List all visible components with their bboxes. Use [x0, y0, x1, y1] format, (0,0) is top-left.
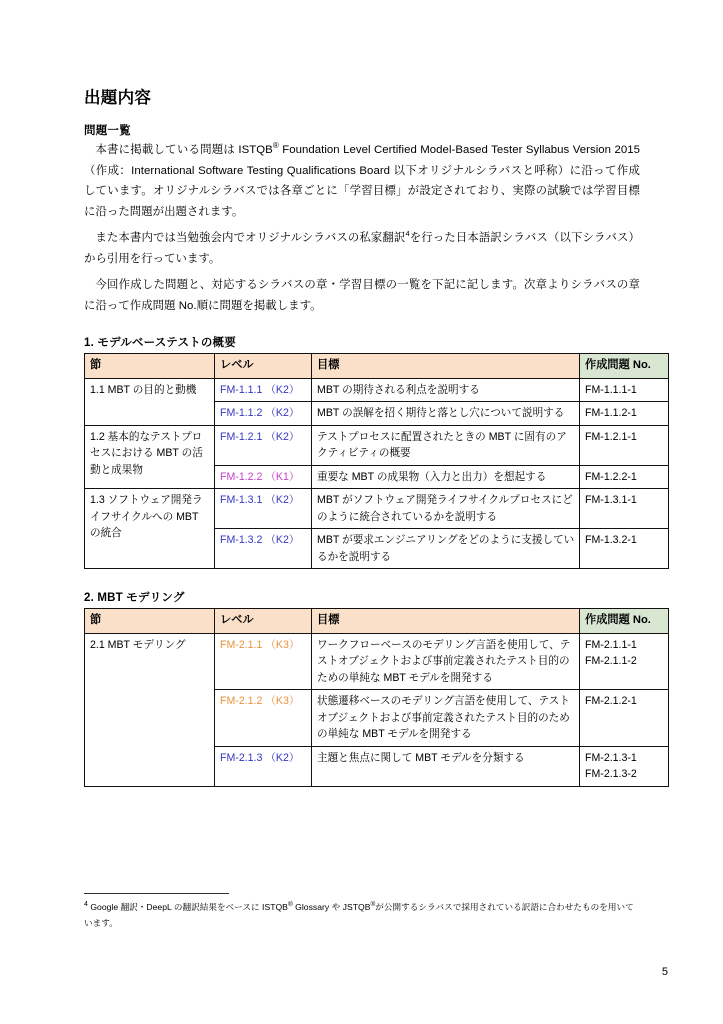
learning-objective-code: FM-1.2.1 （K2） [220, 430, 300, 443]
question-no: FM-2.1.3-1 [585, 751, 637, 764]
learning-objective-code: FM-2.1.3 （K2） [220, 751, 300, 764]
footnote [84, 893, 640, 931]
cell-level [215, 402, 312, 426]
table-block-1 [84, 334, 651, 569]
cell-goal: 重要な MBT の成果物（入力と出力）を想起する [312, 465, 580, 489]
schedule-table-1 [84, 353, 669, 569]
question-no: FM-1.1.2-1 [585, 407, 637, 419]
cell-section: 2.1 MBT モデリング [85, 633, 215, 786]
learning-objective-code: FM-1.2.2 （K1） [220, 470, 300, 483]
cell-level [215, 746, 312, 786]
cell-question-no [580, 465, 669, 489]
question-no: FM-1.3.1-1 [585, 494, 637, 506]
question-no: FM-1.1.1-1 [585, 383, 637, 396]
cell-level [215, 425, 312, 465]
learning-objective-code: FM-2.1.2 （K3） [220, 695, 300, 707]
paragraph-1-text: 本書に掲載している問題は ISTQB® Foundation Level Certified Model-Based Tester Syllabus Version 2015 （作成：International Software Testing Qualifications Board 以下オリジナルシラバスと呼称）に沿って作成しています。オリジナルシラバスでは各章ごとに「学習目標」が設定されており、実際の試験では学習目標に沿った問題が出題されます。 [84, 141, 640, 218]
col-header-goal: 目標 [312, 609, 580, 634]
question-no: FM-1.3.2-1 [585, 534, 637, 546]
schedule-table-2 [84, 608, 669, 787]
cell-level [215, 489, 312, 529]
table-row [85, 425, 669, 465]
cell-goal: 状態遷移ベースのモデリング言語を使用して、テストオブジェクトおよび事前定義されたテスト目的のための単純な MBT モデルを開発する [312, 690, 580, 747]
cell-section: 1.3 ソフトウェア開発ライフサイクルへの MBT の統合 [85, 489, 215, 569]
cell-section: 1.2 基本的なテストプロセスにおける MBT の活動と成果物 [85, 425, 215, 489]
table-1-body [85, 378, 669, 569]
table-row [85, 378, 669, 402]
cell-question-no [580, 690, 669, 747]
cell-goal: 主題と焦点に関して MBT モデルを分類する [312, 746, 580, 786]
paragraph-3 [84, 275, 640, 316]
table-2-header-row [85, 609, 669, 634]
col-header-question-no: 作成問題 No. [580, 609, 669, 634]
learning-objective-code: FM-1.1.1 （K2） [220, 383, 300, 396]
col-header-goal: 目標 [312, 354, 580, 379]
question-no: FM-1.2.1-1 [585, 430, 637, 443]
col-header-question-no: 作成問題 No. [580, 354, 669, 379]
question-no: FM-2.1.1-1 [585, 638, 637, 651]
table-block-2 [84, 589, 651, 787]
page-number: 5 [661, 966, 668, 978]
registered-mark: ® [370, 901, 376, 909]
cell-level [215, 690, 312, 747]
page-content [84, 0, 651, 787]
footnote-marker-ref: 4 [405, 229, 410, 239]
footnote-marker: 4 [84, 901, 88, 909]
learning-objective-code: FM-1.1.2 （K2） [220, 407, 300, 419]
cell-question-no [580, 529, 669, 569]
cell-goal: ワークフローベースのモデリング言語を使用して、テストオブジェクトおよび事前定義されたテスト目的のための単純な MBT モデルを開発する [312, 633, 580, 690]
question-no: FM-1.2.2-1 [585, 470, 637, 483]
learning-objective-code: FM-1.3.2 （K2） [220, 534, 300, 546]
cell-question-no [580, 746, 669, 786]
cell-level [215, 529, 312, 569]
registered-mark: ® [272, 141, 279, 151]
learning-objective-code: FM-1.3.1 （K2） [220, 494, 300, 506]
cell-level [215, 378, 312, 402]
cell-question-no [580, 378, 669, 402]
learning-objective-code: FM-2.1.1 （K3） [220, 638, 300, 651]
cell-goal: MBT の誤解を招く期待と落とし穴について説明する [312, 402, 580, 426]
cell-level [215, 633, 312, 690]
table-row [85, 489, 669, 529]
table-1-header-row [85, 354, 669, 379]
question-no: FM-2.1.2-1 [585, 695, 637, 707]
question-no: FM-2.1.3-2 [585, 768, 637, 780]
question-no: FM-2.1.1-2 [585, 655, 637, 667]
paragraph-3-text: 今回作成した問題と、対応するシラバスの章・学習目標の一覧を下記に記します。次章よりシラバスの章に沿って作成問題 No.順に問題を掲載します。 [84, 279, 640, 312]
paragraph-1 [84, 140, 640, 222]
table-row [85, 633, 669, 690]
paragraph-2 [84, 228, 640, 269]
registered-mark: ® [287, 901, 293, 909]
cell-goal: テストプロセスに配置されたときの MBT に固有のアクティビティの概要 [312, 425, 580, 465]
footnote-text: $^4$ Google 翻訳・DeepL の翻訳結果をベースに ISTQB® Glossary や JSTQB®が公開するシラバスで採用されている訳語に合わせたものを用いています。 [84, 901, 634, 928]
cell-question-no [580, 402, 669, 426]
subsection-heading: 問題一覧 [84, 125, 131, 137]
col-header-level: レベル [215, 354, 312, 379]
cell-goal: MBT の期待される利点を説明する [312, 378, 580, 402]
cell-level [215, 465, 312, 489]
page-title: 出題内容 [84, 89, 152, 107]
col-header-level: レベル [215, 609, 312, 634]
col-header-section: 節 [85, 609, 215, 634]
intro-paragraphs [84, 140, 640, 316]
footnote-separator [84, 893, 229, 894]
table-2-heading: 2. MBT モデリング [84, 592, 185, 604]
cell-question-no [580, 633, 669, 690]
cell-goal: MBT が要求エンジニアリングをどのように支援しているかを説明する [312, 529, 580, 569]
cell-question-no [580, 425, 669, 465]
paragraph-2-text: また本書内では当勉強会内でオリジナルシラバスの私家翻訳$^4$を行った日本語訳シラバス（以下シラバス）から引用を行っています。 [84, 229, 640, 265]
table-1-heading: 1. モデルベーステストの概要 [84, 337, 236, 349]
cell-question-no [580, 489, 669, 529]
cell-section: 1.1 MBT の目的と動機 [85, 378, 215, 425]
col-header-section: 節 [85, 354, 215, 379]
cell-goal: MBT がソフトウェア開発ライフサイクルプロセスにどのように統合されているかを説明する [312, 489, 580, 529]
table-2-body [85, 633, 669, 786]
